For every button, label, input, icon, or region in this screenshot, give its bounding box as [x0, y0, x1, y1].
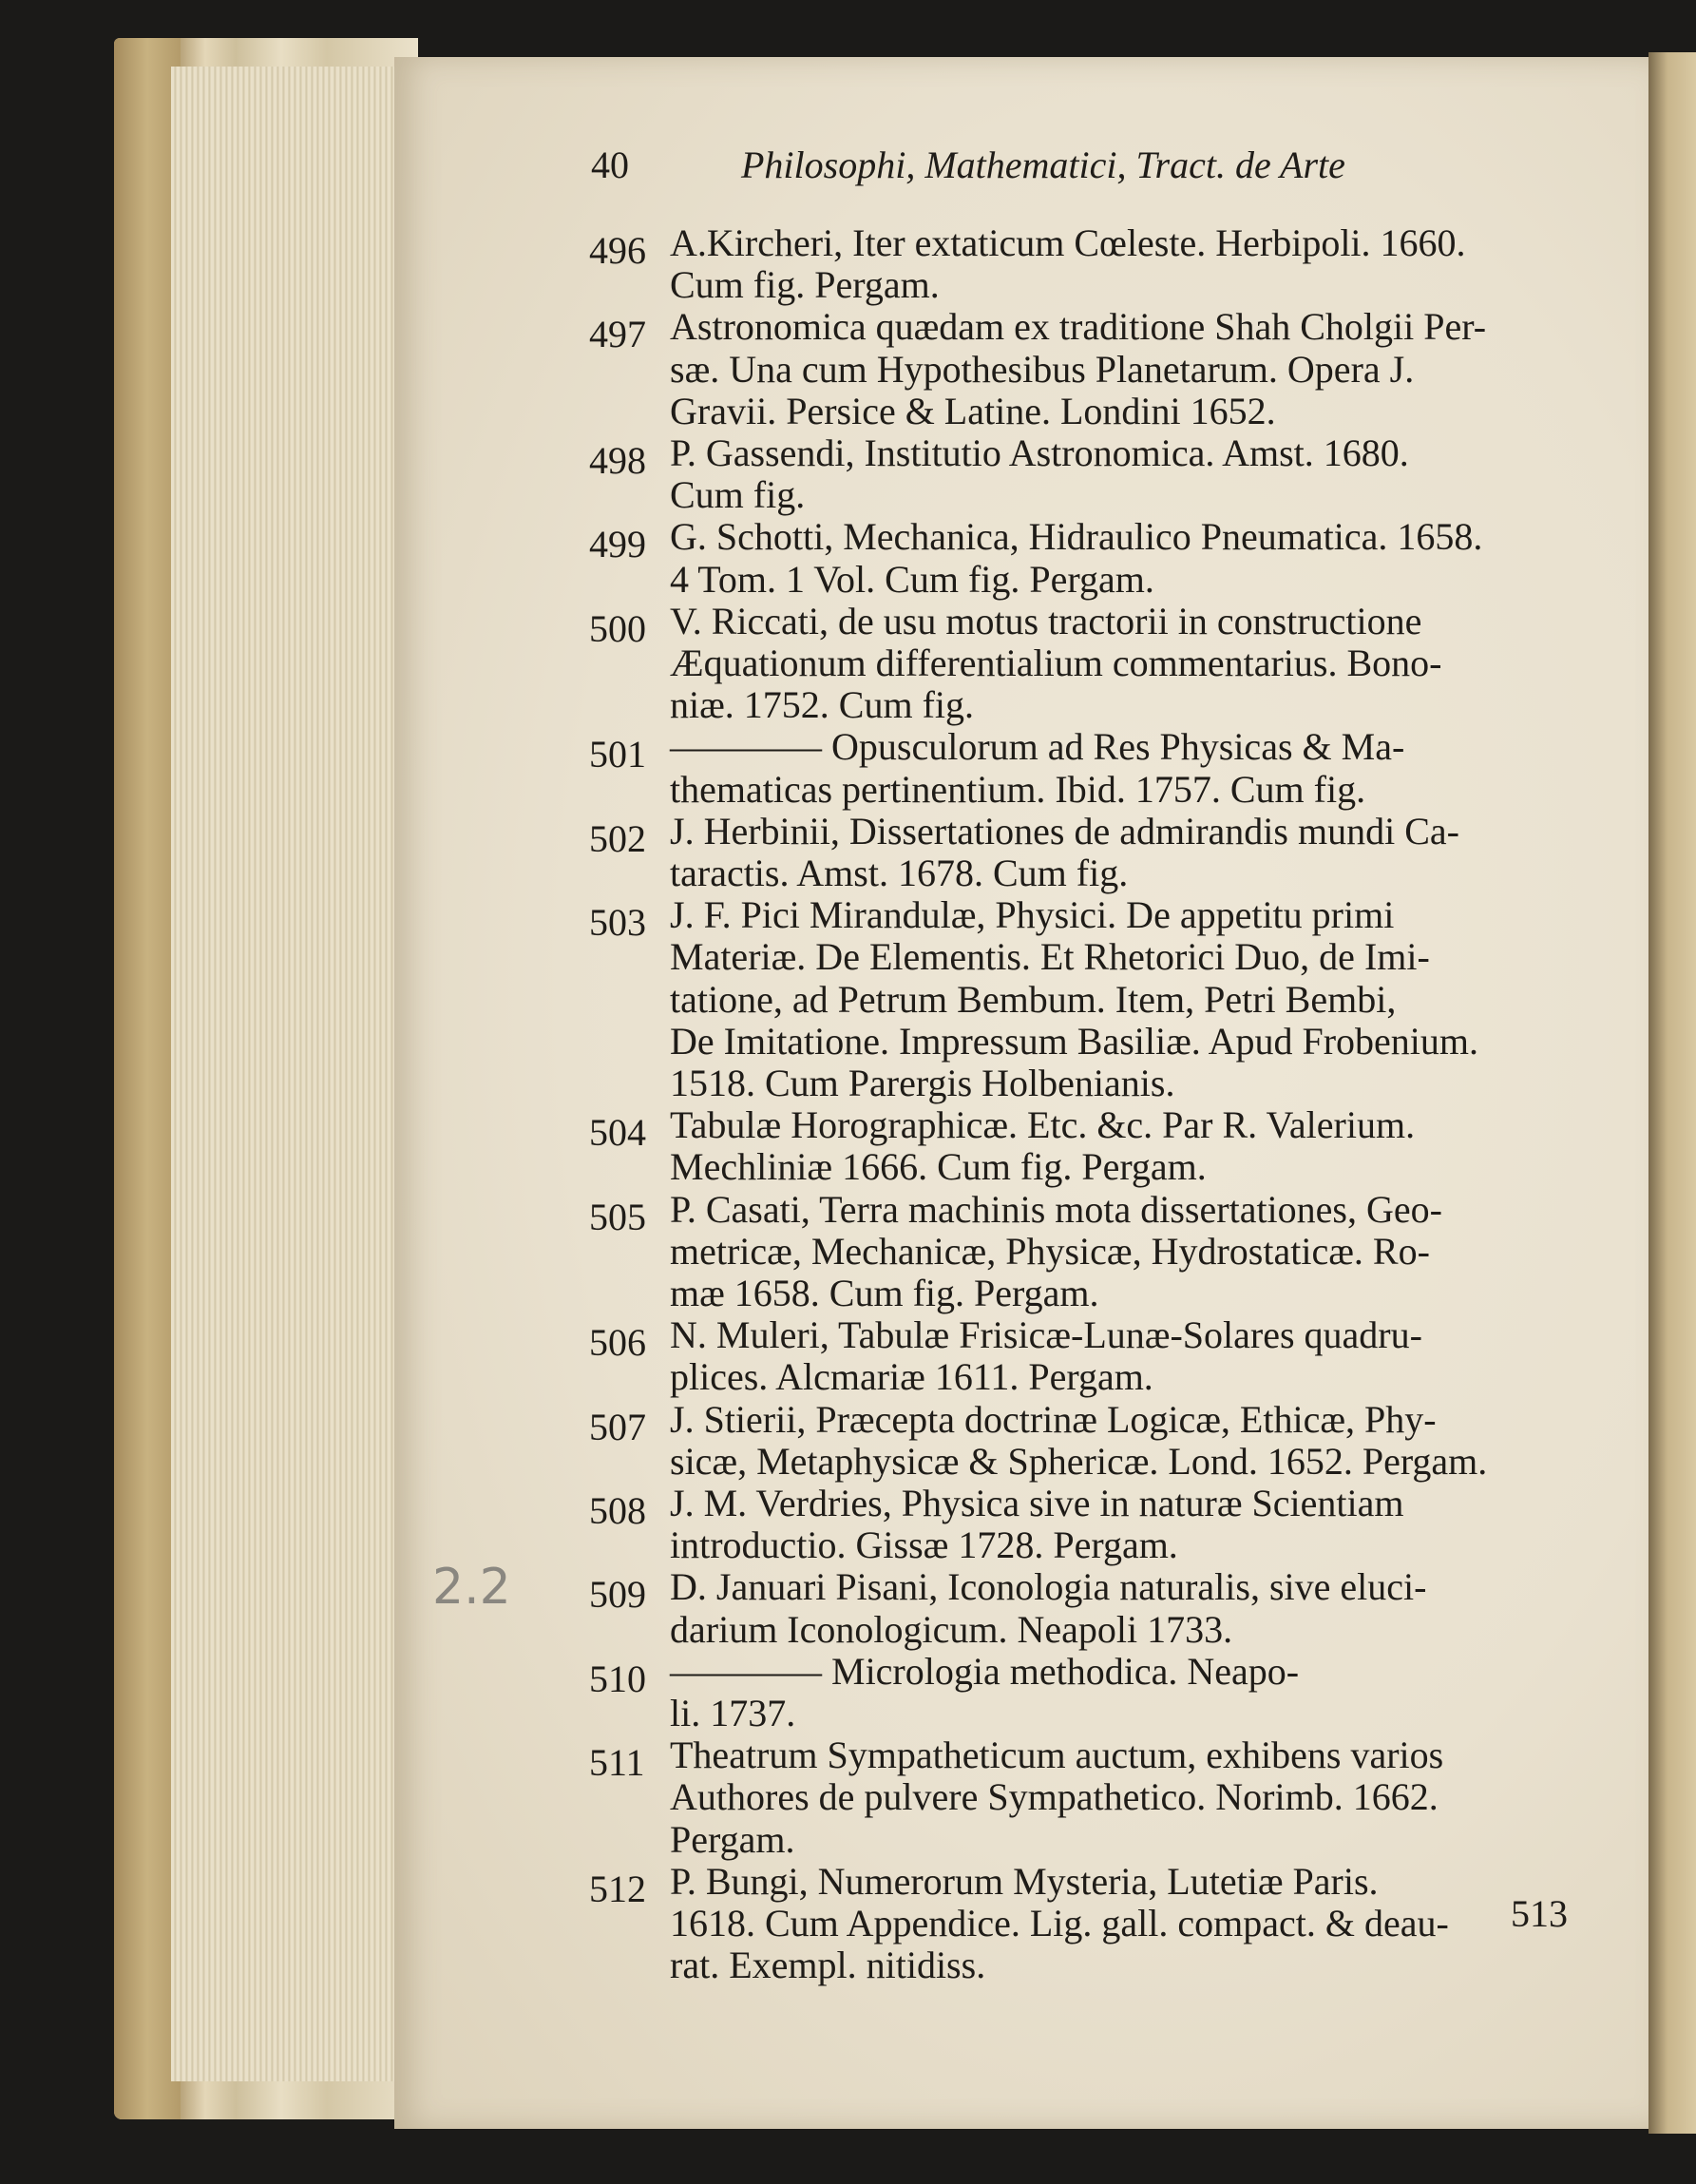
- entry-line: plices. Alcmariæ 1611. Pergam.: [670, 1355, 1153, 1399]
- entry-number: 498: [589, 439, 646, 482]
- entry-line: D. Januari Pisani, Iconologia naturalis, sive eluci-: [670, 1565, 1427, 1609]
- entry-line: Tabulæ Horographicæ. Etc. &c. Par R. Valerium.: [670, 1103, 1416, 1147]
- entry-number: 509: [589, 1573, 646, 1617]
- entry-line: P. Gassendi, Institutio Astronomica. Amst. 1680.: [670, 431, 1409, 474]
- entry-line: A.Kircheri, Iter extaticum Cœleste. Herbipoli. 1660.: [670, 221, 1466, 264]
- entry-line: J. M. Verdries, Physica sive in naturæ Scientiam: [670, 1482, 1404, 1524]
- entry-line: P. Casati, Terra machinis mota dissertationes, Geo-: [670, 1187, 1442, 1231]
- entry-line: J. Stierii, Præcepta doctrinæ Logicæ, Ethicæ, Phy-: [670, 1397, 1437, 1441]
- entry-line: Cum fig. Pergam.: [670, 263, 940, 307]
- entry-line: 1518. Cum Parergis Holbenianis.: [670, 1062, 1175, 1104]
- entry-line: Mechliniæ 1666. Cum fig. Pergam.: [670, 1145, 1207, 1189]
- entry-number: 505: [589, 1195, 646, 1238]
- pencil-margin-note: 2.2: [432, 1559, 511, 1616]
- entry-number: 506: [589, 1321, 646, 1365]
- entry-line: niæ. 1752. Cum fig.: [670, 683, 975, 727]
- entry-line: Theatrum Sympatheticum auctum, exhibens varios: [670, 1734, 1444, 1777]
- entry-line: mæ 1658. Cum fig. Pergam.: [670, 1272, 1099, 1314]
- entry-line: P. Bungi, Numerorum Mysteria, Lutetiæ Paris.: [670, 1859, 1379, 1903]
- entry-number: 503: [589, 901, 646, 945]
- catchword: 513: [1511, 1892, 1568, 1935]
- entry-line: Gravii. Persice & Latine. Londini 1652.: [670, 389, 1276, 432]
- entry-line: metricæ, Mechanicæ, Physicæ, Hydrostaticæ. Ro-: [670, 1229, 1430, 1273]
- entry-line: 4 Tom. 1 Vol. Cum fig. Pergam.: [670, 557, 1154, 601]
- entry-line: tatione, ad Petrum Bembum. Item, Petri Bembi,: [670, 977, 1397, 1021]
- entry-line: Materiæ. De Elementis. Et Rhetorici Duo, de Imi-: [670, 935, 1430, 979]
- entry-line: darium Iconologicum. Neapoli 1733.: [670, 1607, 1233, 1651]
- entry-number: 510: [589, 1657, 646, 1700]
- page-number: 40: [591, 144, 629, 186]
- entry-line: li. 1737.: [670, 1692, 796, 1734]
- entry-line: taractis. Amst. 1678. Cum fig.: [670, 852, 1129, 894]
- entry-line: Pergam.: [670, 1817, 795, 1861]
- entry-line: ———— Opusculorum ad Res Physicas & Ma-: [670, 725, 1405, 769]
- entry-line: N. Muleri, Tabulæ Frisicæ-Lunæ-Solares quadru-: [670, 1313, 1422, 1357]
- page-stack: [171, 67, 399, 2081]
- entry-line: V. Riccati, de usu motus tractorii in constructione: [670, 599, 1422, 642]
- entry-number: 496: [589, 229, 646, 272]
- entry-line: ———— Micrologia methodica. Neapo-: [670, 1649, 1300, 1693]
- entry-number: 497: [589, 313, 646, 356]
- entry-number: 507: [589, 1405, 646, 1448]
- entry-number: 500: [589, 606, 646, 650]
- entry-number: 502: [589, 816, 646, 860]
- entry-number: 508: [589, 1489, 646, 1532]
- entry-number: 512: [589, 1867, 646, 1910]
- entry-line: introductio. Gissæ 1728. Pergam.: [670, 1523, 1178, 1567]
- running-title: Philosophi, Mathematici, Tract. de Arte: [741, 144, 1345, 186]
- entry-line: Astronomica quædam ex traditione Shah Cholgii Per-: [670, 305, 1487, 349]
- entry-line: sæ. Una cum Hypothesibus Planetarum. Opera J.: [670, 347, 1415, 391]
- entry-line: De Imitatione. Impressum Basiliæ. Apud Frobenium.: [670, 1019, 1479, 1063]
- facing-page-edge: [1648, 52, 1696, 2134]
- entry-number: 501: [589, 733, 646, 776]
- entry-number: 499: [589, 523, 646, 566]
- entry-line: sicæ, Metaphysicæ & Sphericæ. Lond. 1652. Pergam.: [670, 1439, 1488, 1483]
- entry-line: G. Schotti, Mechanica, Hidraulico Pneumatica. 1658.: [670, 515, 1483, 559]
- entry-line: rat. Exempl. nitidiss.: [670, 1944, 986, 1987]
- entry-line: Authores de pulvere Sympathetico. Norimb. 1662.: [670, 1775, 1439, 1819]
- entry-line: thematicas pertinentium. Ibid. 1757. Cum fig.: [670, 767, 1366, 811]
- entry-line: Cum fig.: [670, 473, 806, 517]
- entry-line: J. F. Pici Mirandulæ, Physici. De appetitu primi: [670, 893, 1395, 937]
- entry-line: Æquationum differentialium commentarius. Bono-: [670, 642, 1442, 684]
- entry-number: 504: [589, 1111, 646, 1155]
- entry-line: J. Herbinii, Dissertationes de admirandis mundi Ca-: [670, 809, 1459, 853]
- entry-line: 1618. Cum Appendice. Lig. gall. compact. & deau-: [670, 1902, 1449, 1945]
- entry-number: 511: [589, 1741, 645, 1785]
